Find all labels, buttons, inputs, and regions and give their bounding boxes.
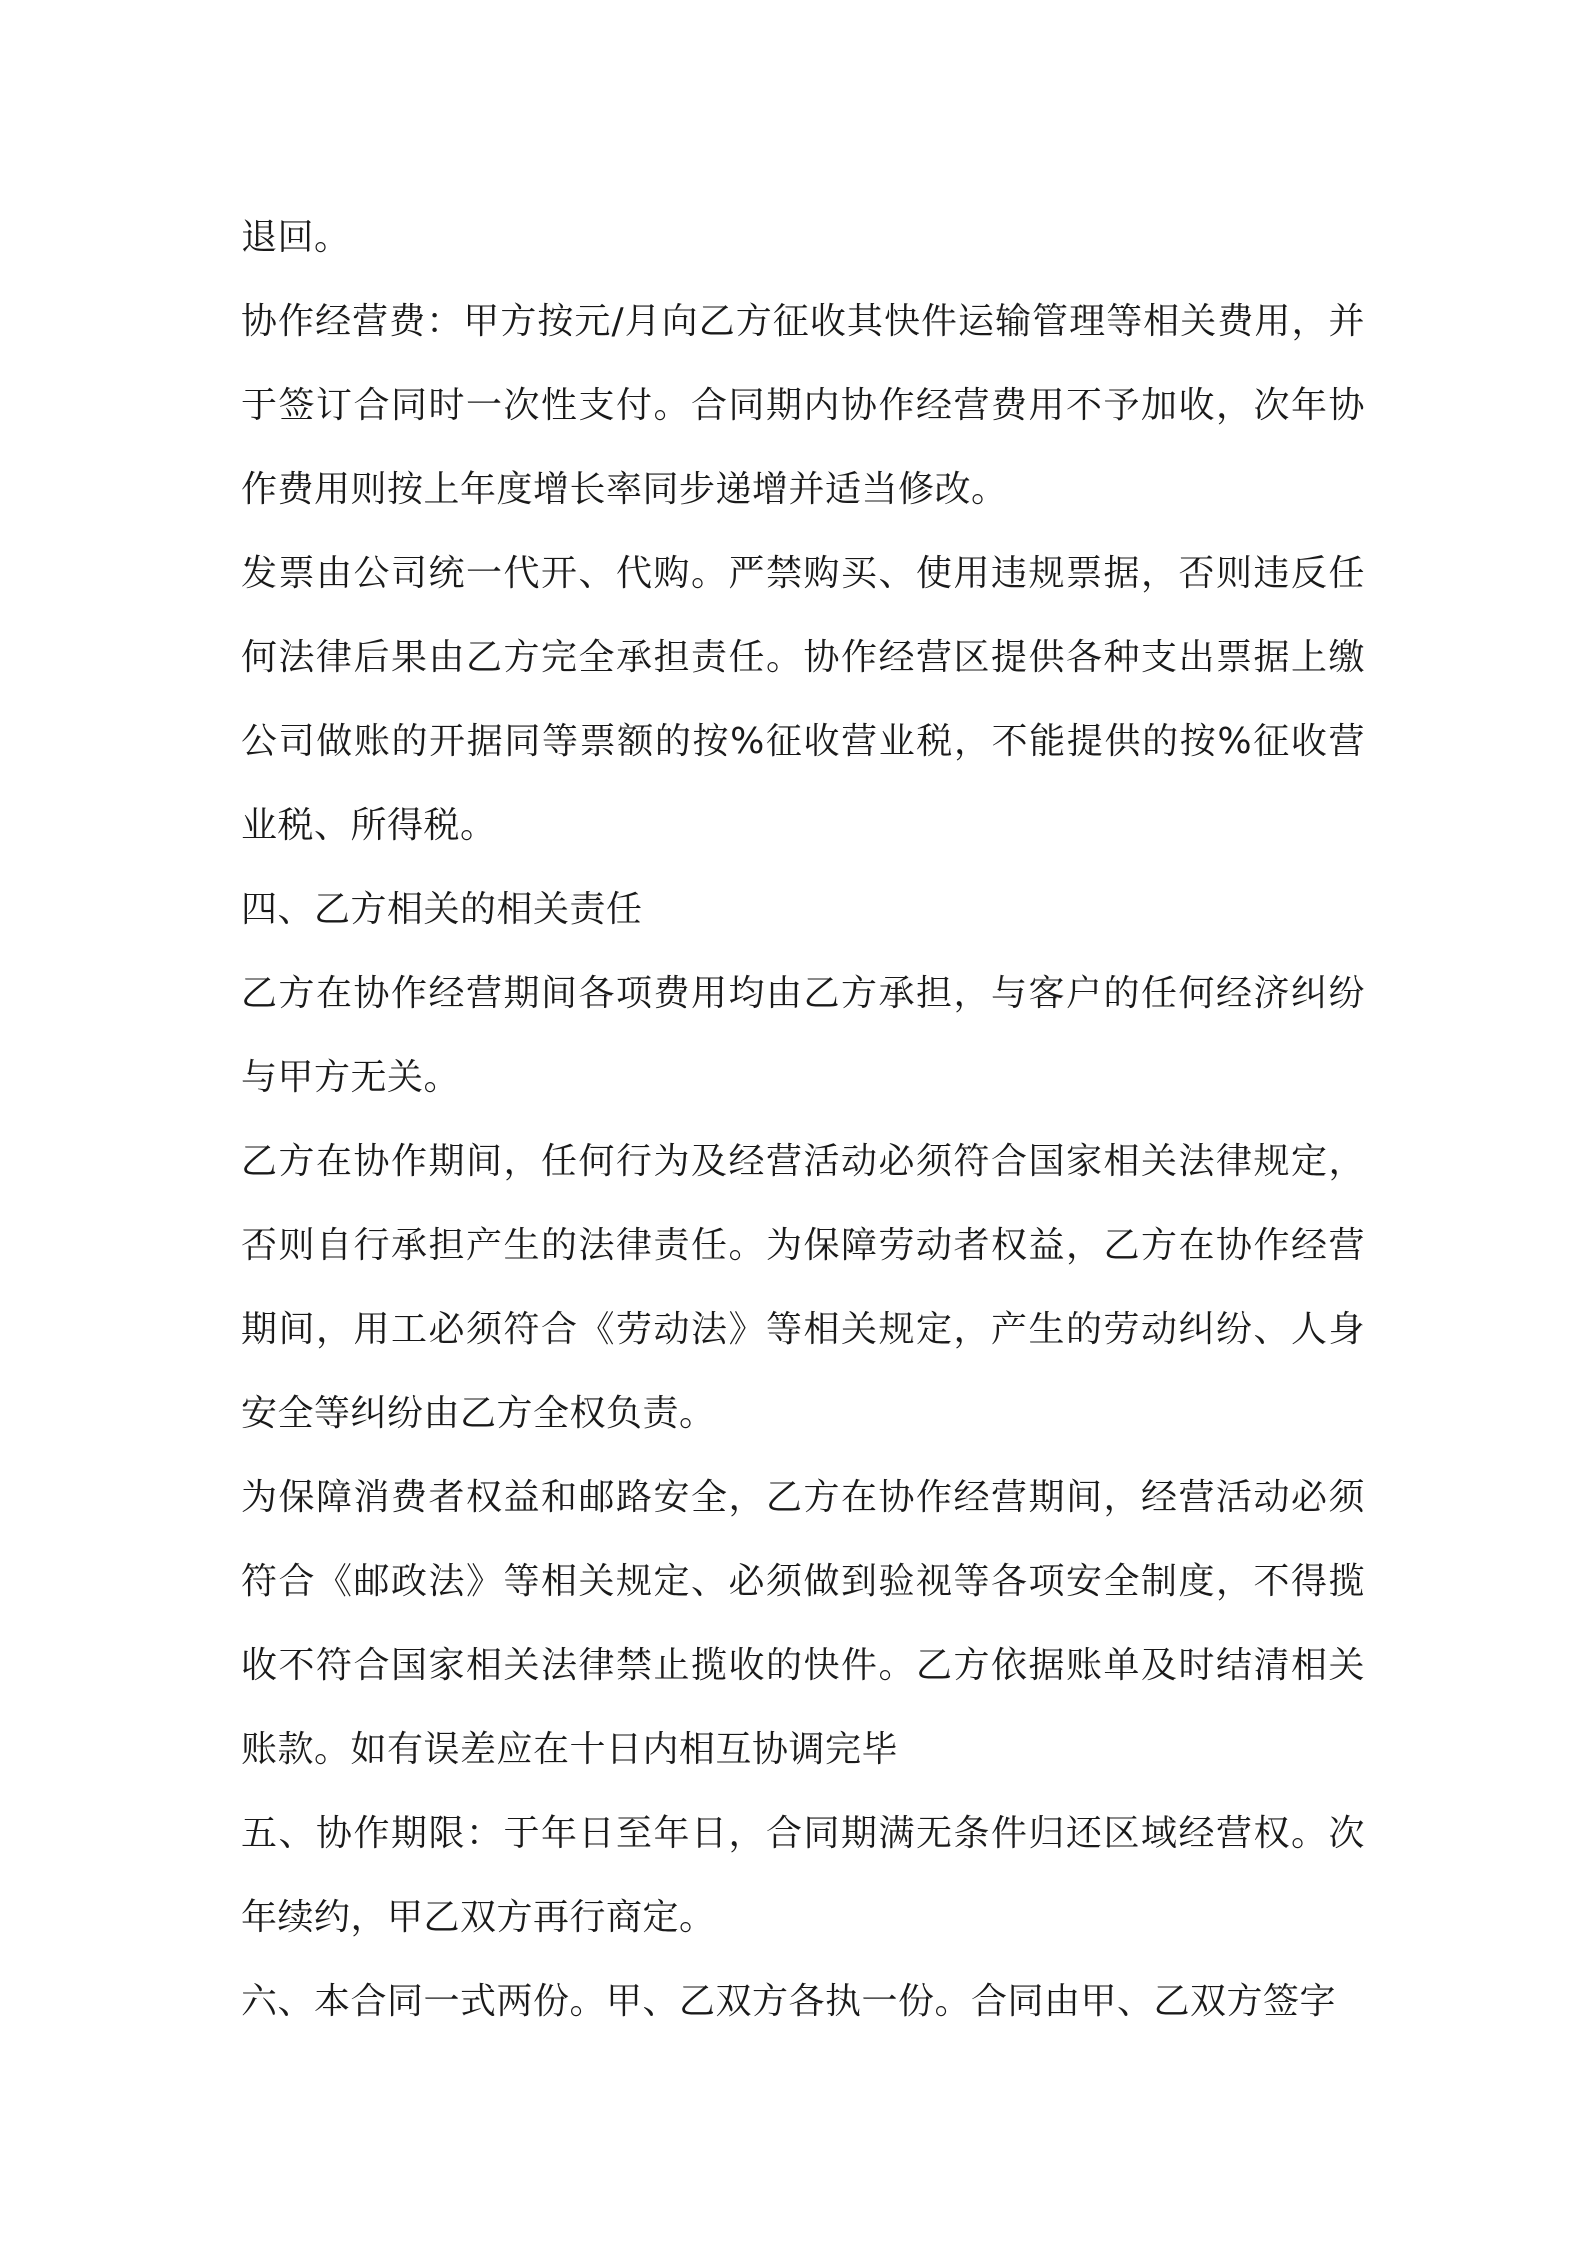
paragraph-expenses: 乙方在协作经营期间各项费用均由乙方承担，与客户的任何经济纠纷与甲方无关。: [241, 973, 1365, 1098]
document-body: [241, 196, 1365, 2044]
paragraph-legal-compliance: 乙方在协作期间，任何行为及经营活动必须符合国家相关法律规定，否则自行承担产生的法律责任。为保障劳动者权益，乙方在协作经营期间，用工必须符合《劳动法》等相关规定，产生的劳动纠纷、人身安全等纠纷由乙方全权负责。: [241, 1141, 1365, 1434]
section-contract-copies: 六、本合同一式两份。甲、乙双方各执一份。合同由甲、乙双方签字: [241, 1981, 1337, 2022]
section-cooperation-term: 五、协作期限：于年日至年日，合同期满无条件归还区域经营权。次年续约，甲乙双方再行商定。: [241, 1813, 1365, 1938]
paragraph-return: 退回。: [241, 217, 351, 258]
paragraph-consumer-safety: 为保障消费者权益和邮路安全，乙方在协作经营期间，经营活动必须符合《邮政法》等相关规定、必须做到验视等各项安全制度，不得揽收不符合国家相关法律禁止揽收的快件。乙方依据账单及时结清相关账款。如有误差应在十日内相互协调完毕: [241, 1477, 1365, 1770]
paragraph-invoice: 发票由公司统一代开、代购。严禁购买、使用违规票据，否则违反任何法律后果由乙方完全承担责任。协作经营区提供各种支出票据上缴公司做账的开据同等票额的按%征收营业税，不能提供的按%征收营业税、所得税。: [241, 553, 1365, 846]
section-heading-party-b-responsibility: 四、乙方相关的相关责任: [241, 889, 643, 930]
paragraph-cooperation-fee: 协作经营费：甲方按元/月向乙方征收其快件运输管理等相关费用，并于签订合同时一次性支付。合同期内协作经营费用不予加收，次年协作费用则按上年度增长率同步递增并适当修改。: [241, 301, 1365, 510]
